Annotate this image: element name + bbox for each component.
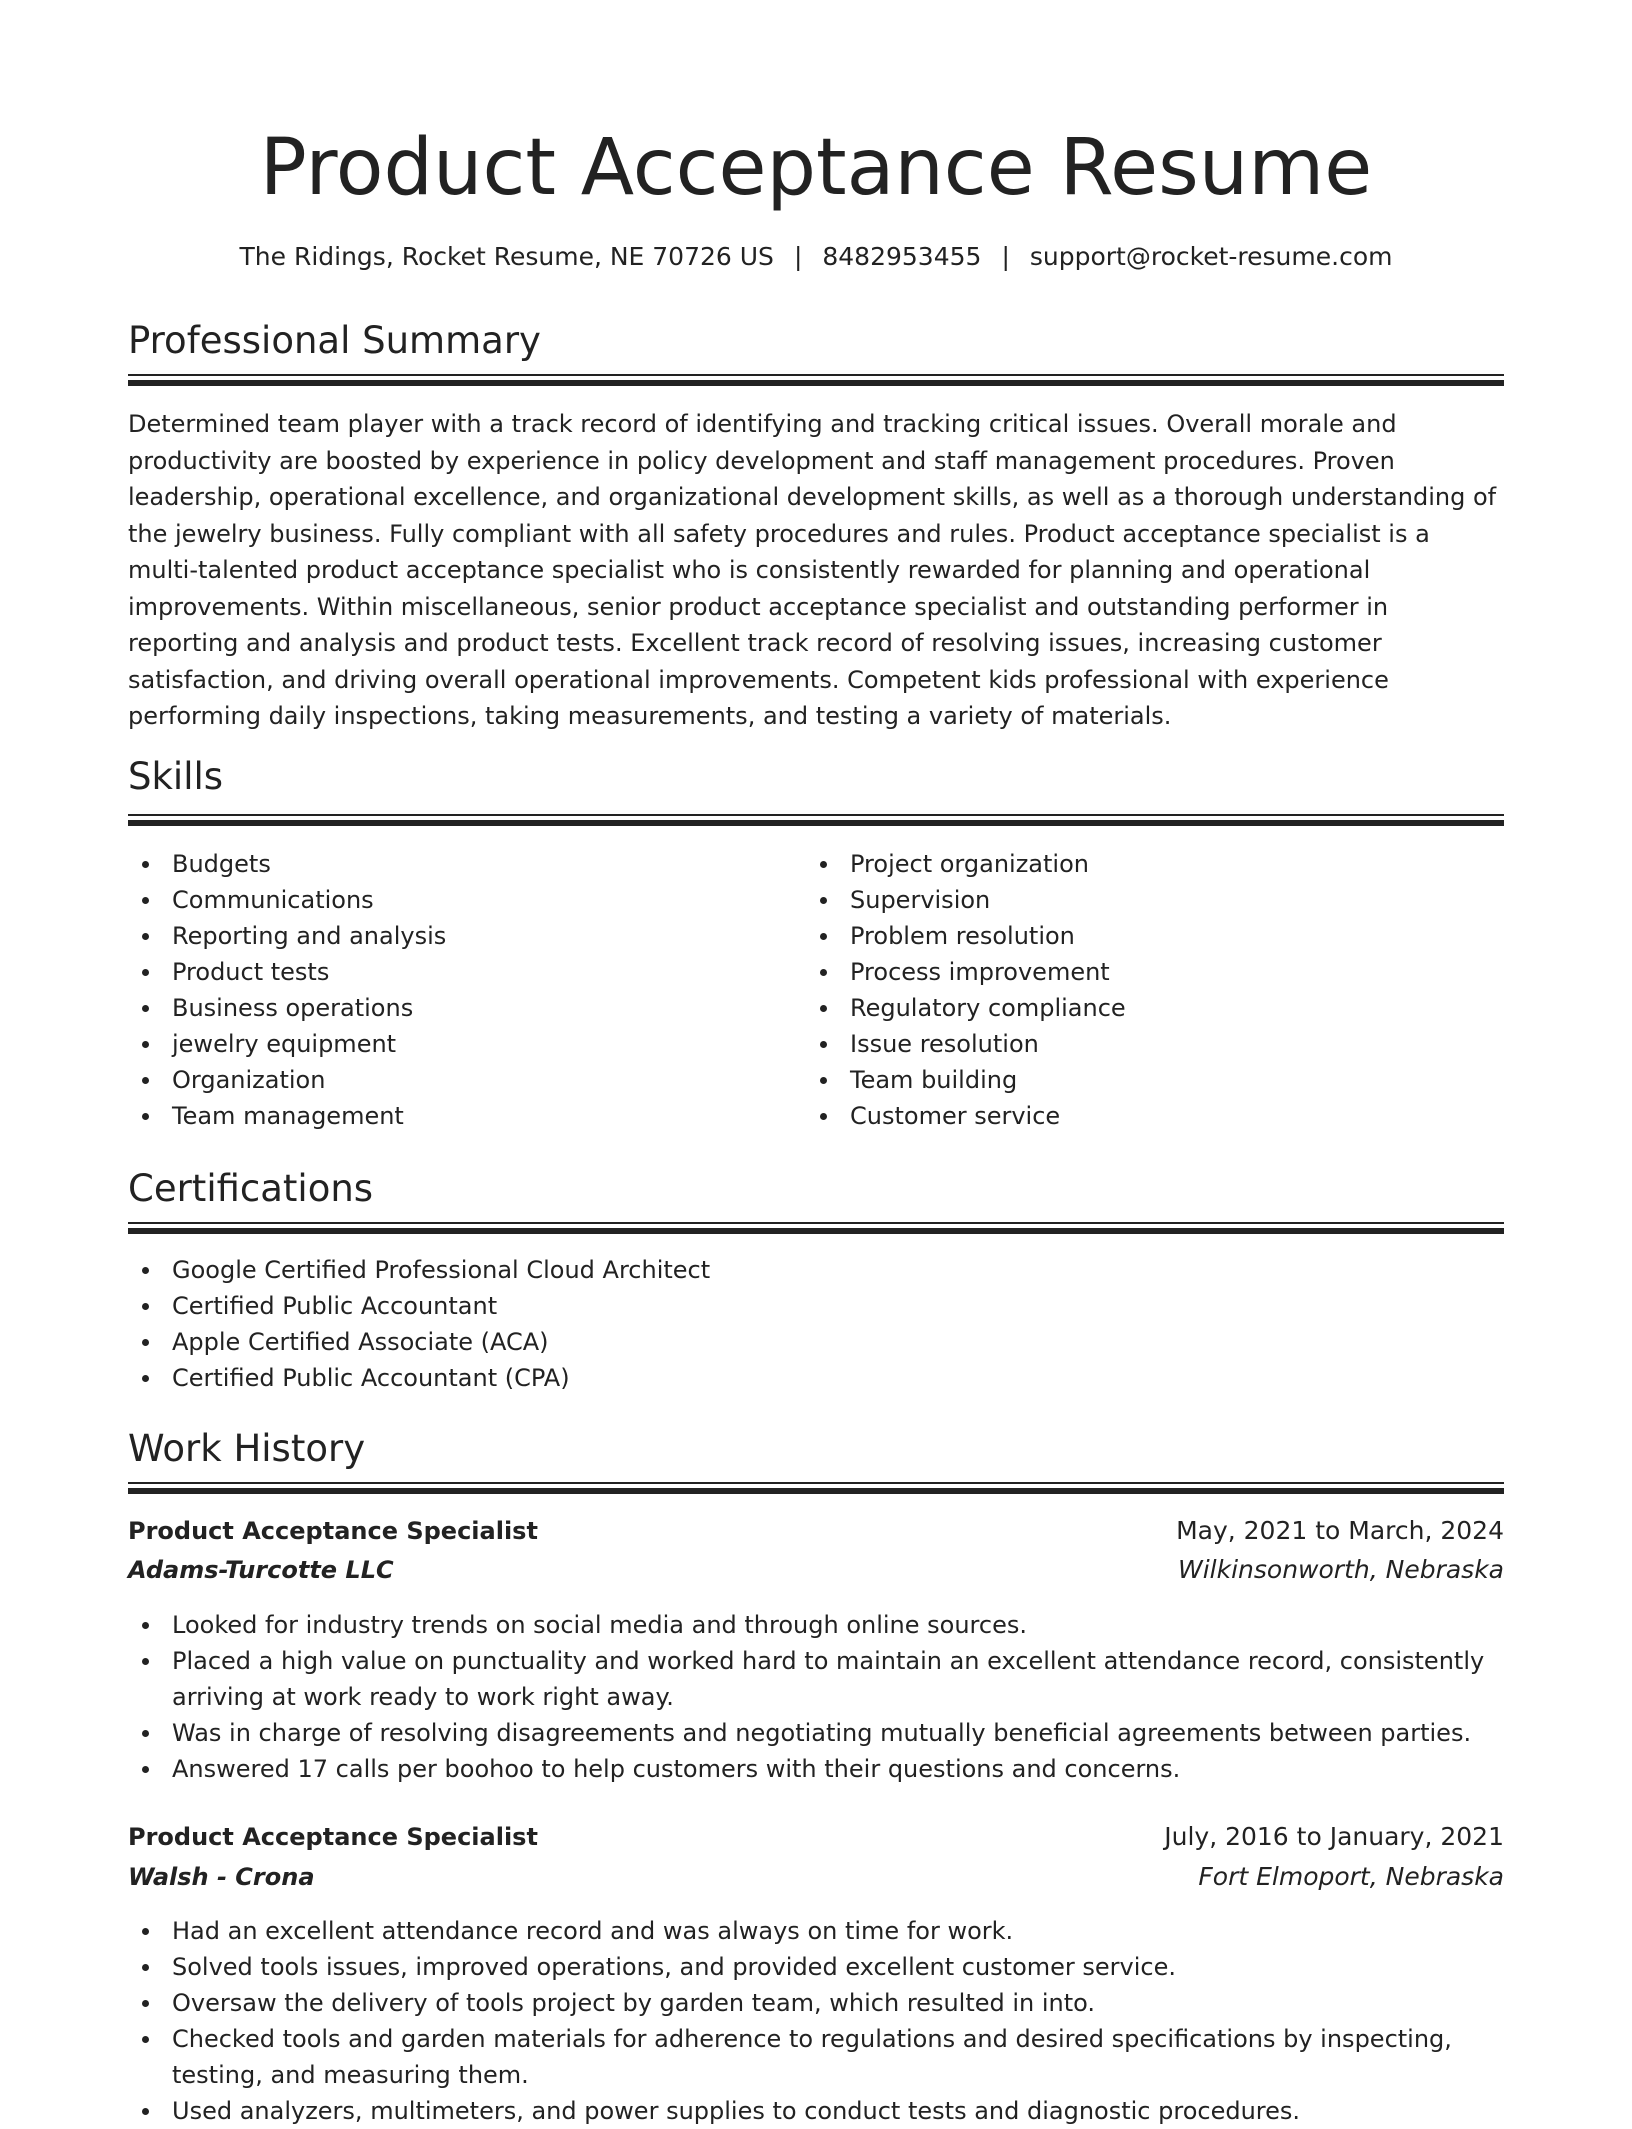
skill-item: Team building [806,1062,1504,1098]
certifications-divider [128,1222,1504,1234]
job-bullet: Checked tools and garden materials for adherence to regulations and desired specifications by inspecting, testing, and measuring them. [128,2021,1504,2093]
job-bullet: Placed a high value on punctuality and worked hard to maintain an excellent attendance record, consistently arriving at work ready to work right away. [128,1643,1504,1715]
skill-item: Organization [128,1062,798,1098]
job-company: Walsh - Crona [128,1863,315,1891]
skill-item: Budgets [128,846,798,882]
certification-item: Certified Public Accountant [128,1288,1504,1324]
work-heading: Work History [128,1427,366,1470]
skills-heading: Skills [128,755,224,798]
job-bullet: Answered 17 calls per boohoo to help customers with their questions and concerns. [128,1751,1504,1787]
skill-item: Product tests [128,954,798,990]
job-location: Fort Elmoport, Nebraska [1198,1862,1504,1891]
skill-item: Communications [128,882,798,918]
job-title-row [128,1818,1504,1856]
job-dates: July, 2016 to January, 2021 [1164,1822,1504,1851]
summary-divider [128,374,1504,386]
job-company: Adams-Turcotte LLC [128,1556,394,1584]
summary-heading: Professional Summary [128,319,541,362]
contact-email: support@rocket-resume.com [1029,242,1393,271]
contact-separator: | [1001,242,1010,271]
resume-title: Product Acceptance Resume [259,123,1373,213]
skill-item: jewelry equipment [128,1026,798,1062]
skill-item: Customer service [806,1098,1504,1134]
job-title-row [128,1512,1504,1550]
certification-item: Certified Public Accountant (CPA) [128,1360,1504,1396]
skill-item: Reporting and analysis [128,918,798,954]
job-bullets [128,1607,1504,1787]
contact-address: The Ridings, Rocket Resume, NE 70726 US [239,242,774,271]
skill-item: Problem resolution [806,918,1504,954]
contact-line [128,240,1504,274]
job-title: Product Acceptance Specialist [128,1517,538,1545]
certification-item: Google Certified Professional Cloud Architect [128,1252,1504,1288]
skills-divider [128,814,1504,826]
job-location: Wilkinsonworth, Nebraska [1178,1555,1504,1584]
skills-list-left [128,846,798,1134]
certifications-heading: Certifications [128,1167,374,1210]
job-company-row [128,1550,1504,1590]
job-company-row [128,1857,1504,1897]
contact-separator: | [793,242,803,271]
job-bullet: Had an excellent attendance record and was always on time for work. [128,1913,1504,1949]
certifications-list [128,1252,1504,1396]
work-divider [128,1482,1504,1494]
skill-item: Project organization [806,846,1504,882]
job-bullet: Solved tools issues, improved operations, and provided excellent customer service. [128,1949,1504,1985]
skill-item: Business operations [128,990,798,1026]
job-title: Product Acceptance Specialist [128,1823,538,1851]
job-bullet: Used analyzers, multimeters, and power supplies to conduct tests and diagnostic procedures. [128,2093,1504,2129]
contact-phone: 8482953455 [822,242,982,271]
skill-item: Team management [128,1098,798,1134]
skill-item: Process improvement [806,954,1504,990]
summary-text: Determined team player with a track record of identifying and tracking critical issues. Overall morale and productivity are boosted by experience in policy development and staff management procedures. Proven leadership, operational excellence, and organizational development skills, as well as a thorough understanding of the jewelry business. Fully compliant with all safety procedures and rules. Product acceptance specialist is a multi-talented product acceptance specialist who is consistently rewarded for planning and operational improvements. Within miscellaneous, senior product acceptance specialist and outstanding performer in reporting and analysis and product tests. Excellent track record of resolving issues, increasing customer satisfaction, and driving overall operational improvements. Competent kids professional with experience performing daily inspections, taking measurements, and testing a variety of materials. [128,410,1497,730]
job-bullets [128,1913,1504,2129]
skill-item: Regulatory compliance [806,990,1504,1026]
certification-item: Apple Certified Associate (ACA) [128,1324,1504,1360]
job-dates: May, 2021 to March, 2024 [1176,1516,1504,1545]
skill-item: Supervision [806,882,1504,918]
job-bullet: Oversaw the delivery of tools project by garden team, which resulted in into. [128,1985,1504,2021]
job-bullet: Was in charge of resolving disagreements and negotiating mutually beneficial agreements between parties. [128,1715,1504,1751]
skill-item: Issue resolution [806,1026,1504,1062]
skills-list-right [806,846,1504,1134]
job-bullet: Looked for industry trends on social media and through online sources. [128,1607,1504,1643]
